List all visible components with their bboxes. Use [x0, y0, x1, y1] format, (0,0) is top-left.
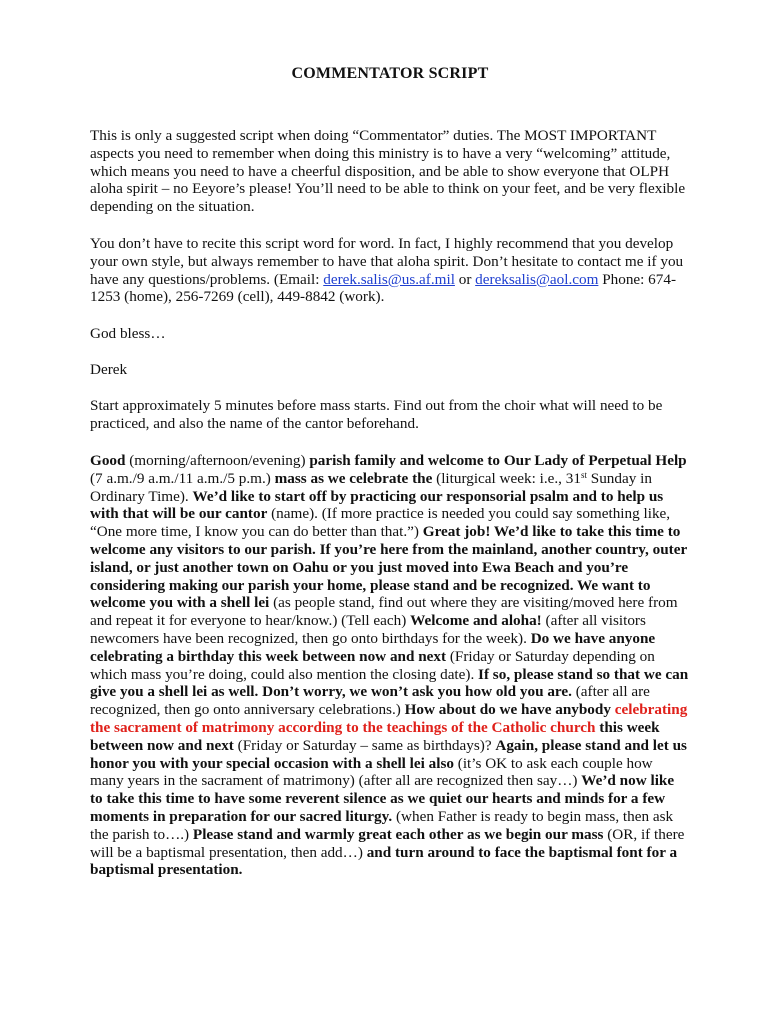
email-link-aol[interactable]: dereksalis@aol.com	[475, 270, 599, 288]
start-note-paragraph: Start approximately 5 minutes before mass starts. Find out from the choir what will need to be practiced, and also the name of the cantor beforehand.	[90, 397, 663, 432]
or-text: or	[454, 270, 476, 288]
intro-paragraph: This is only a suggested script when doing “Commentator” duties. The MOST IMPORTANT aspects you need to remember when doing this ministry is to have a very “welcoming” attitude, which means you need to have a cheerful disposition, and be able to show everyone that OLPH aloha spirit – no Eeyore’s please! You’ll need to be able to think on your feet, and be very flexible depending on the situation.	[90, 127, 686, 216]
script-segment: and turn around to face the baptismal font for a baptismal presentation.	[90, 843, 678, 879]
phone-text: Phone: 674-1253 (home), 256-7269 (cell), 449-8842 (work).	[90, 270, 677, 306]
email-link-military[interactable]: derek.salis@us.af.mil	[323, 270, 455, 288]
script-segment: (after all are recognized, then go onto anniversary celebrations.)	[90, 683, 650, 719]
script-segment: (name). (If more practice is needed you could say something like, “One more time, I know you can do better than that.”)	[90, 505, 671, 541]
script-segment: Good	[90, 452, 126, 469]
blessing-line: God bless…	[90, 325, 166, 342]
script-segment: Great job! We’d like to take this time to welcome any visitors to our parish. If you’re here from the mainland, another country, outer island, or just another town on Oahu or you just moved into Ewa Beach and you’re considering making our parish your home, please stand and be recognized. We want to welcome you with a shell lei	[90, 523, 687, 612]
signature-line: Derek	[90, 361, 128, 378]
script-segment: (liturgical week: i.e., 31	[432, 469, 581, 487]
script-segment: How about do we have anybody	[404, 701, 615, 719]
script-segment: Please stand and warmly great each other as we begin our mass	[192, 825, 604, 843]
script-segment: Again, please stand and let us honor you with your special occasion with a shell lei also	[90, 736, 687, 772]
script-segment: (Friday or Saturday – same as birthdays)?	[233, 736, 496, 754]
script-segment: (morning/afternoon/evening)	[125, 452, 310, 469]
script-segment: celebrating the sacrament of matrimony according to the teachings of the Catholic church	[90, 701, 688, 736]
script-segment: Do we have anyone celebrating a birthday this week between now and next	[90, 629, 656, 665]
script-segment: (7 a.m./9 a.m./11 a.m./5 p.m.)	[90, 469, 275, 487]
script-segment: parish family and welcome to Our Lady of Perpetual Help	[309, 452, 687, 469]
script-paragraph	[90, 452, 690, 879]
script-segment: (as people stand, find out where they are visiting/moved here from and repeat it for everyone to hear/know.) (Tell each)	[90, 594, 678, 630]
script-segment: (it’s OK to ask each couple how many years in the sacrament of matrimony) (after all are recognized then say…)	[90, 754, 653, 790]
script-segment: Sunday in Ordinary Time).	[90, 469, 652, 505]
script-segment: (after all visitors newcomers have been recognized, then go onto birthdays for the week).	[90, 612, 646, 647]
script-segment: mass as we celebrate the	[274, 469, 433, 487]
script-segment: If so, please stand so that we can give you a shell lei as well. Don’t worry, we won’t ask you how old you are.	[90, 665, 689, 701]
script-segment: We’d now like to take this time to have some reverent silence as we quiet our hearts and minds for a few moments in preparation for our sacred liturgy.	[90, 772, 675, 825]
script-segment: (OR, if there will be a baptismal presentation, then add…)	[90, 825, 685, 861]
script-segment: this week between now and next	[90, 718, 660, 754]
script-segment: (when Father is ready to begin mass, then ask the parish to….)	[90, 807, 674, 843]
style-note-text: You don’t have to recite this script word for word. In fact, I highly recommend that you develop your own style, but always remember to have that aloha spirit. Don’t hesitate to contact me if you have any questions/problems. (Email:	[90, 235, 684, 288]
script-segment: We’d like to start off by practicing our responsorial psalm and to help us with that will be our cantor	[90, 487, 664, 523]
script-segment: (Friday or Saturday depending on which mass you’re doing, could also mention the closing date).	[90, 647, 655, 683]
document-title: COMMENTATOR SCRIPT	[291, 65, 489, 82]
script-segment: st	[580, 469, 587, 480]
style-note-paragraph	[90, 235, 690, 306]
script-segment: Welcome and aloha!	[410, 612, 542, 630]
